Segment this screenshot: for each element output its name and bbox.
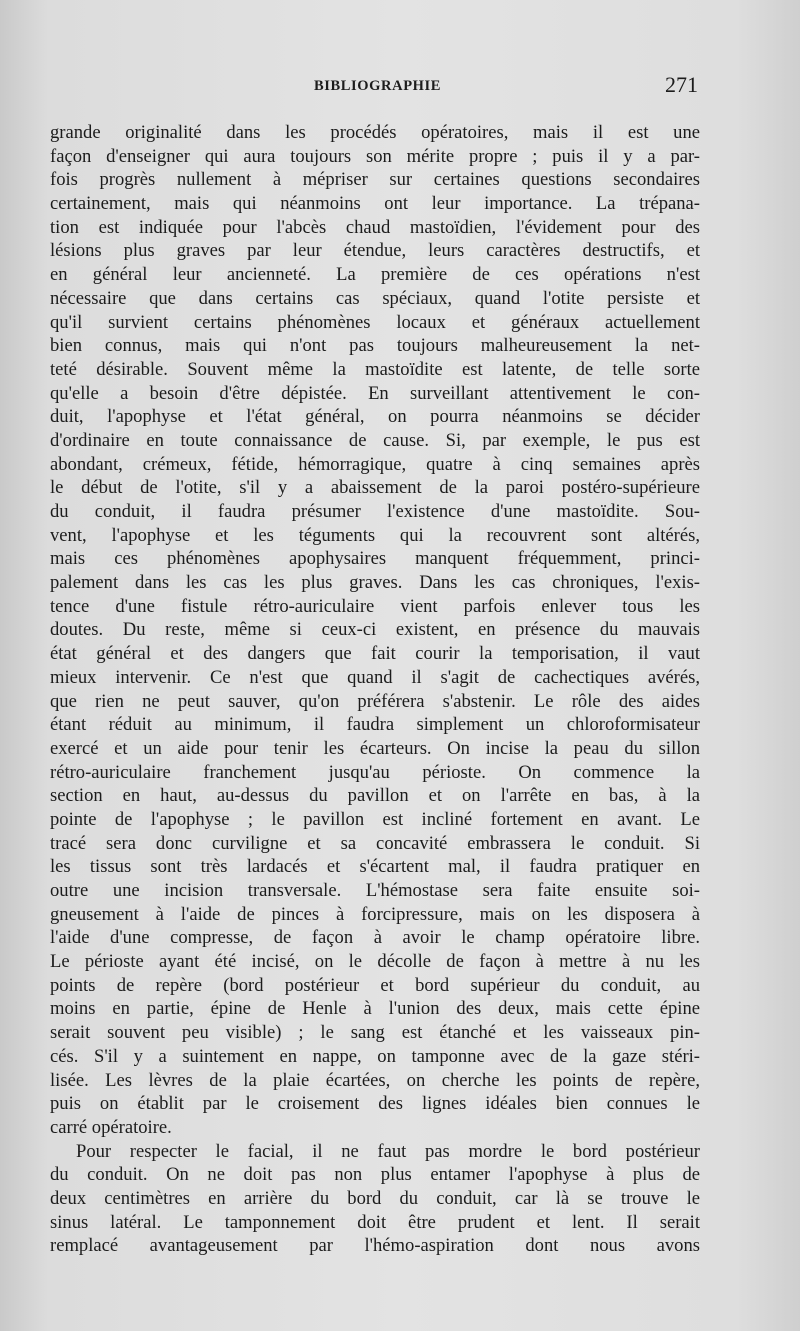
- page-number: 271: [665, 72, 698, 97]
- text-line: du conduit. On ne doit pas non plus entamer l'apophyse à plus de: [50, 1164, 700, 1186]
- text-line: moins en partie, épine de Henle à l'union des deux, mais cette épine: [50, 998, 700, 1020]
- text-line: serait souvent peu visible) ; le sang est étanché et les vaisseaux pin-: [50, 1022, 700, 1044]
- text-line: étant réduit au minimum, il faudra simplement un chloroformisateur: [50, 714, 700, 736]
- text-line: état général et des dangers que fait courir la temporisation, il vaut: [50, 643, 700, 665]
- text-line: qu'il survient certains phénomènes locaux et généraux actuellement: [50, 311, 700, 333]
- text-line: le début de l'otite, s'il y a abaissement de la paroi postéro-supérieure: [50, 477, 700, 499]
- text-line: mieux intervenir. Ce n'est que quand il s'agit de cachectiques avérés,: [50, 666, 700, 688]
- text-line: les tissus sont très lardacés et s'écartent mal, il faudra pratiquer en: [50, 856, 700, 878]
- text-line: fois progrès nullement à mépriser sur certaines questions secondaires: [50, 169, 700, 191]
- text-line: outre une incision transversale. L'hémostase sera faite ensuite soi-: [50, 880, 700, 901]
- text-line: section en haut, au-dessus du pavillon et on l'arrête en bas, à la: [50, 785, 700, 807]
- text-line: pointe de l'apophyse ; le pavillon est incliné fortement en avant. Le: [50, 808, 700, 830]
- text-line: tion est indiquée pour l'abcès chaud mastoïdien, l'évidement pour des: [50, 216, 700, 238]
- text-line: mais ces phénomènes apophysaires manquent fréquemment, princi-: [50, 548, 700, 570]
- text-line: bien connus, mais qui n'ont pas toujours malheureusement la net-: [50, 335, 700, 357]
- paragraph-end-line: carré opératoire.: [50, 1116, 172, 1138]
- text-line: tracé sera donc curviligne et sa concavité embrassera le conduit. Si: [50, 832, 700, 854]
- text-line: grande originalité dans les procédés opératoires, mais il est une: [50, 122, 700, 143]
- text-line: façon d'enseigner qui aura toujours son mérite propre ; puis il y a par-: [50, 145, 700, 167]
- text-line: lésions plus graves par leur étendue, leurs caractères destructifs, et: [50, 240, 700, 262]
- text-line: duit, l'apophyse et l'état général, on pourra néanmoins se décider: [50, 406, 700, 428]
- text-line: d'ordinaire en toute connaissance de cause. Si, par exemple, le pus est: [50, 429, 700, 451]
- text-line: Le périoste ayant été incisé, on le décolle de façon à mettre à nu les: [50, 951, 700, 973]
- text-line: nécessaire que dans certains cas spéciaux, quand l'otite persiste et: [50, 287, 700, 309]
- text-line: lisée. Les lèvres de la plaie écartées, on cherche les points de repère,: [50, 1069, 700, 1091]
- running-title: BIBLIOGRAPHIE: [314, 78, 442, 94]
- text-line: tence d'une fistule rétro-auriculaire vient parfois enlever tous les: [50, 595, 700, 617]
- text-line: qu'elle a besoin d'être dépistée. En surveillant attentivement le con-: [50, 382, 700, 404]
- body-text: [50, 121, 700, 1258]
- text-line: cés. S'il y a suintement en nappe, on tamponne avec de la gaze stéri-: [50, 1045, 700, 1067]
- text-line: teté désirable. Souvent même la mastoïdite est latente, de telle sorte: [50, 358, 700, 380]
- text-line: doutes. Du reste, même si ceux-ci existent, en présence du mauvais: [50, 619, 700, 641]
- text-line: du conduit, il faudra présumer l'existence d'une mastoïdite. Sou-: [50, 501, 700, 522]
- text-line: exercé et un aide pour tenir les écarteurs. On incise la peau du sillon: [50, 737, 700, 759]
- text-line: deux centimètres en arrière du bord du conduit, car là se trouve le: [50, 1187, 700, 1209]
- running-head: [52, 74, 698, 104]
- text-line: gneusement à l'aide de pinces à forcipressure, mais on les disposera à: [50, 903, 700, 925]
- text-line: palement dans les cas les plus graves. Dans les cas chroniques, l'exis-: [50, 572, 700, 594]
- text-line: sinus latéral. Le tamponnement doit être prudent et lent. Il serait: [50, 1211, 700, 1233]
- text-line: certainement, mais qui néanmoins ont leur importance. La trépana-: [50, 193, 700, 215]
- text-line: que rien ne peut sauver, qu'on préférera s'abstenir. Le rôle des aides: [50, 690, 700, 712]
- text-line: en général leur ancienneté. La première de ces opérations n'est: [50, 264, 700, 286]
- text-line: remplacé avantageusement par l'hémo-aspiration dont nous avons: [50, 1235, 700, 1257]
- text-line: points de repère (bord postérieur et bord supérieur du conduit, au: [50, 974, 700, 996]
- text-line: abondant, crémeux, fétide, hémorragique, quatre à cinq semaines après: [50, 453, 700, 475]
- text-line: l'aide d'une compresse, de façon à avoir le champ opératoire libre.: [50, 927, 700, 949]
- paragraph-start-line: Pour respecter le facial, il ne faut pas mordre le bord postérieur: [76, 1140, 700, 1162]
- text-line: puis on établit par le croisement des lignes idéales bien connues le: [50, 1093, 700, 1115]
- text-line: vent, l'apophyse et les téguments qui la recouvrent sont altérés,: [50, 524, 700, 546]
- text-line: rétro-auriculaire franchement jusqu'au périoste. On commence la: [50, 761, 700, 783]
